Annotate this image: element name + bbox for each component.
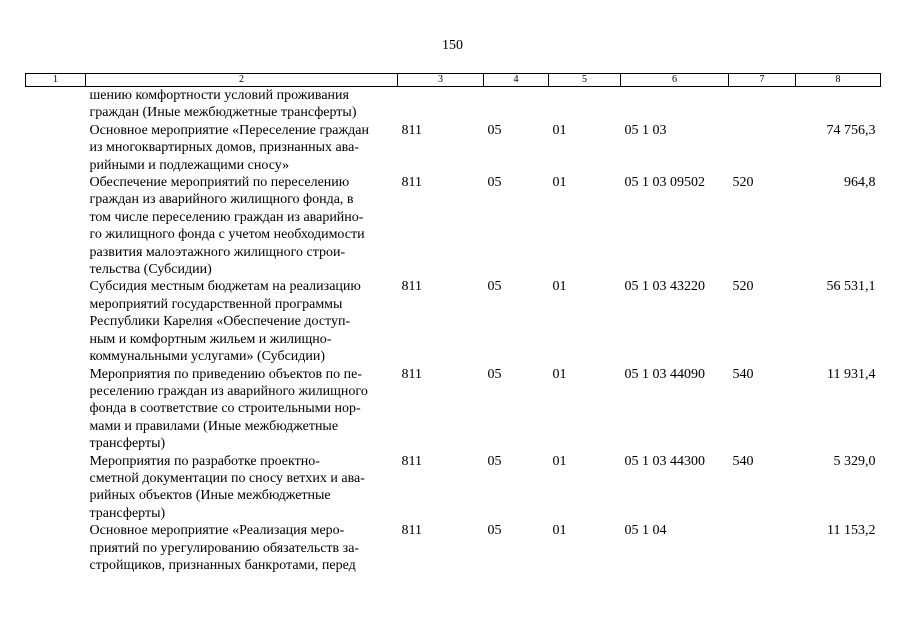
- subsection-code-cell: 01: [552, 122, 567, 138]
- expense-type-cell: [729, 522, 796, 574]
- column-header-2: 2: [86, 74, 398, 87]
- row-number-cell: [26, 278, 86, 365]
- column-header-1: 1: [26, 74, 86, 87]
- target-article-cell: 05 1 03 44300: [624, 453, 705, 469]
- row-number-cell: [26, 453, 86, 523]
- item-name-line: трансферты): [89, 436, 166, 452]
- table-row: [26, 278, 881, 365]
- item-name-line: го жилищного фонда с учетом необходимости: [89, 227, 365, 243]
- table-row: [26, 366, 881, 453]
- column-header-8: 8: [796, 74, 881, 87]
- amount-cell: 11 931,4: [827, 366, 876, 382]
- ministry-code-cell: 811: [401, 366, 422, 382]
- page-number: 150: [442, 38, 463, 53]
- ministry-code-cell: 811: [401, 122, 422, 138]
- expense-type-cell: 520: [732, 279, 754, 295]
- table-body: [26, 87, 881, 575]
- item-name-line: коммунальными услугами» (Субсидии): [89, 349, 326, 365]
- column-number-row: [26, 74, 881, 87]
- section-code-cell: 05: [487, 175, 502, 191]
- amount-cell: [796, 87, 881, 122]
- item-name-line: Республики Карелия «Обеспечение доступ-: [89, 314, 351, 330]
- item-name-line: сметной документации по сносу ветхих и ава-: [89, 470, 365, 486]
- item-name-cell: [86, 278, 398, 365]
- target-article-cell: 05 1 04: [624, 523, 667, 539]
- item-name-line: шению комфортности условий проживания: [89, 88, 349, 103]
- table-row: [26, 122, 881, 174]
- subsection-code-cell: 01: [552, 279, 567, 295]
- ministry-code-cell: 811: [401, 279, 422, 295]
- row-number-cell: [26, 366, 86, 453]
- section-code-cell: 05: [487, 366, 502, 382]
- subsection-code-cell: [549, 87, 621, 122]
- row-number-cell: [26, 122, 86, 174]
- item-name-cell: [86, 122, 398, 174]
- item-name-line: Основное мероприятие «Реализация меро-: [89, 523, 345, 539]
- item-name-line: Мероприятия по приведению объектов по пе-: [89, 366, 363, 382]
- item-name-line: рийных объектов (Иные межбюджетные: [89, 488, 331, 504]
- subsection-code-cell: 01: [552, 453, 567, 469]
- item-name-line: Мероприятия по разработке проектно-: [89, 453, 320, 469]
- column-header-6: 6: [621, 74, 729, 87]
- subsection-code-cell: 01: [552, 523, 567, 539]
- amount-cell: 5 329,0: [833, 453, 876, 469]
- item-name-line: мами и правилами (Иные межбюджетные: [89, 418, 339, 434]
- item-name-line: Субсидия местным бюджетам на реализацию: [89, 279, 361, 295]
- item-name-line: ным и комфортным жильем и жилищно-: [89, 331, 332, 347]
- item-name-cell: [86, 366, 398, 453]
- amount-cell: 56 531,1: [826, 279, 876, 295]
- column-header-7: 7: [729, 74, 796, 87]
- item-name-line: трансферты): [89, 505, 166, 521]
- item-name-line: фонда в соответствие со строительными нор-: [89, 401, 361, 417]
- item-name-line: реселению граждан из аварийного жилищного: [89, 383, 368, 399]
- table-row: [26, 174, 881, 278]
- target-article-cell: 05 1 03: [624, 122, 667, 138]
- amount-cell: 74 756,3: [826, 122, 876, 138]
- section-code-cell: [484, 87, 549, 122]
- table-row: [26, 522, 881, 574]
- ministry-code-cell: 811: [401, 453, 422, 469]
- expense-type-cell: 540: [732, 366, 754, 382]
- item-name-line: приятий по урегулированию обязательств за-: [89, 540, 360, 556]
- item-name-cell: [86, 453, 398, 523]
- row-number-cell: [26, 174, 86, 278]
- table-row: [26, 453, 881, 523]
- section-code-cell: 05: [487, 453, 502, 469]
- subsection-code-cell: 01: [552, 366, 567, 382]
- budget-table: [25, 73, 881, 574]
- target-article-cell: 05 1 03 44090: [624, 366, 705, 382]
- expense-type-cell: 520: [732, 175, 754, 191]
- ministry-code-cell: [398, 87, 484, 122]
- item-name-line: развития малоэтажного жилищного строи-: [89, 244, 346, 260]
- item-name-line: Обеспечение мероприятий по переселению: [89, 175, 350, 191]
- section-code-cell: 05: [487, 279, 502, 295]
- item-name-line: рийными и подлежащими сносу»: [89, 157, 290, 173]
- expense-type-cell: 540: [732, 453, 754, 469]
- column-header-4: 4: [484, 74, 549, 87]
- item-name-cell: [86, 174, 398, 278]
- ministry-code-cell: 811: [401, 175, 422, 191]
- expense-type-cell: [729, 122, 796, 174]
- column-header-5: 5: [549, 74, 621, 87]
- section-code-cell: 05: [487, 523, 502, 539]
- item-name-line: том числе переселению граждан из аварийно-: [89, 209, 364, 225]
- item-name-line: Основное мероприятие «Переселение граждан: [89, 122, 369, 138]
- target-article-cell: [621, 87, 729, 122]
- row-number-cell: [26, 522, 86, 574]
- item-name-line: стройщиков, признанных банкротами, перед: [89, 557, 356, 573]
- item-name-cell: [86, 522, 398, 574]
- item-name-line: тельства (Субсидии): [89, 262, 212, 278]
- item-name-line: из многоквартирных домов, признанных ава-: [89, 140, 359, 156]
- item-name-cell: [86, 87, 398, 122]
- item-name-line: граждан (Иные межбюджетные трансферты): [89, 105, 357, 121]
- target-article-cell: 05 1 03 09502: [624, 175, 705, 191]
- amount-cell: 964,8: [844, 175, 876, 191]
- subsection-code-cell: 01: [552, 175, 567, 191]
- column-header-3: 3: [398, 74, 484, 87]
- table-row: [26, 87, 881, 122]
- expense-type-cell: [729, 87, 796, 122]
- section-code-cell: 05: [487, 122, 502, 138]
- row-number-cell: [26, 87, 86, 122]
- amount-cell: 11 153,2: [827, 523, 876, 539]
- item-name-line: граждан из аварийного жилищного фонда, в: [89, 192, 354, 208]
- target-article-cell: 05 1 03 43220: [624, 279, 705, 295]
- ministry-code-cell: 811: [401, 523, 422, 539]
- item-name-line: мероприятий государственной программы: [89, 296, 343, 312]
